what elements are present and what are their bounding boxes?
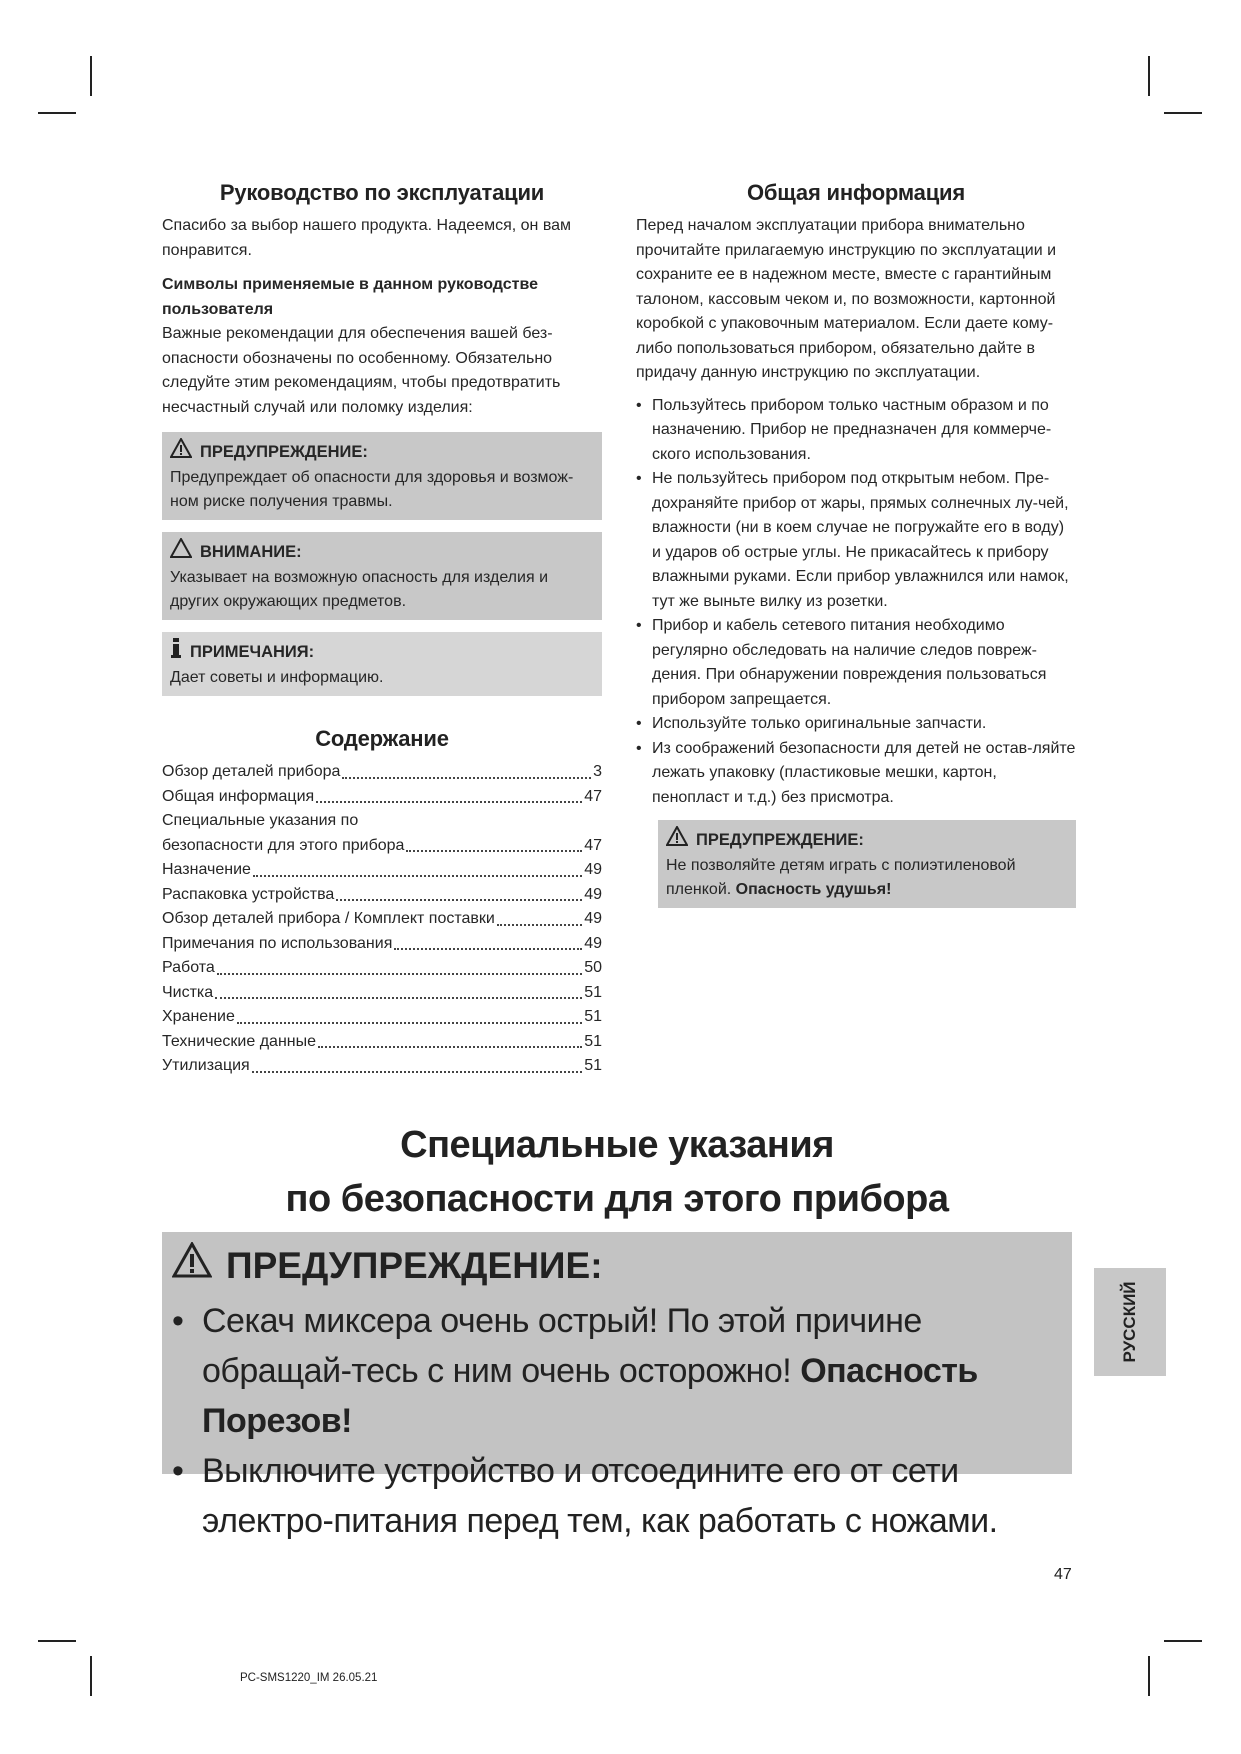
toc-entry bbox=[162, 956, 602, 981]
symbols-text: Важные рекомендации для обеспечения вашей без-опасности обозначены по особенному. Обязательно следуйте этим рекомендациям, чтобы предотвратить несчастный случай или поломку изделия: bbox=[162, 325, 561, 416]
toc-page: 47 bbox=[584, 836, 602, 854]
toc-leader bbox=[336, 899, 582, 901]
crop-mark bbox=[90, 56, 92, 96]
toc-title: Обзор деталей прибора bbox=[162, 763, 341, 780]
toc-leader bbox=[215, 997, 582, 999]
warning-triangle-icon bbox=[666, 826, 688, 854]
toc-entry bbox=[162, 981, 602, 1006]
toc-title: Хранение bbox=[162, 1008, 235, 1025]
safety-warning-title: ПРЕДУПРЕЖДЕНИЕ: bbox=[226, 1245, 603, 1286]
toc-entry bbox=[162, 1005, 602, 1030]
toc-page: 51 bbox=[584, 1008, 602, 1025]
notes-text: Дает советы и информацию. bbox=[170, 669, 384, 686]
toc-entry bbox=[162, 1030, 602, 1055]
toc-leader bbox=[252, 1071, 583, 1073]
toc-leader bbox=[394, 948, 582, 950]
page-number: 47 bbox=[1054, 1566, 1072, 1583]
toc-entry bbox=[162, 907, 602, 932]
toc-entry bbox=[162, 834, 602, 859]
child-warning-box bbox=[658, 820, 1076, 908]
toc-entry bbox=[162, 858, 602, 883]
list-item: • Из соображений безопасности для детей не остав-ляйте лежать упаковку (пластиковые мешки, картон, пенопласт и т.д.) без присмотра. bbox=[636, 737, 1076, 811]
toc-title: Общая информация bbox=[162, 787, 315, 805]
contents-title: Содержание bbox=[315, 726, 449, 751]
table-of-contents bbox=[162, 760, 602, 1079]
toc-page: 49 bbox=[584, 910, 602, 927]
child-warning-text: Не позволяйте детям играть с полиэтиленовой пленкой. bbox=[666, 857, 1016, 898]
toc-title: Примечания по использования bbox=[162, 934, 393, 952]
toc-leader bbox=[342, 777, 591, 779]
crop-mark bbox=[38, 1640, 76, 1642]
toc-page: 3 bbox=[593, 763, 602, 780]
safety-title-line2: по безопасности для этого прибора bbox=[285, 1178, 949, 1220]
toc-page: 49 bbox=[584, 861, 602, 878]
safety-warning-box bbox=[162, 1232, 1072, 1540]
toc-title: Назначение bbox=[162, 861, 251, 878]
toc-entry bbox=[162, 883, 602, 908]
warning-triangle-icon bbox=[170, 438, 192, 466]
list-item: • Используйте только оригинальные запчасти. bbox=[636, 712, 1076, 737]
symbols-heading: Символы применяемые в данном руководстве пользователя bbox=[162, 276, 538, 318]
thanks-text: Спасибо за выбор нашего продукта. Надеемся, он вам понравится. bbox=[162, 217, 572, 259]
list-item: • Выключите устройство и отсоедините его от сети электро-питания перед тем, как работать с ножами. bbox=[172, 1446, 1056, 1546]
crop-mark bbox=[1164, 1640, 1202, 1642]
general-info-list bbox=[636, 394, 1076, 811]
caution-text: Указывает на возможную опасность для изделия и других окружающих предметов. bbox=[170, 569, 548, 610]
footer-code: PC-SMS1220_IM 26.05.21 bbox=[240, 1672, 378, 1684]
crop-mark bbox=[1148, 1656, 1150, 1696]
toc-entry: Специальные указания по bbox=[162, 812, 359, 829]
list-item: • Пользуйтесь прибором только частным образом и по назначению. Прибор не предназначен для коммерче-ского использования. bbox=[636, 394, 1076, 468]
toc-leader bbox=[217, 973, 582, 975]
child-warning-bold: Опасность удушья! bbox=[735, 881, 892, 898]
toc-entry bbox=[162, 1054, 602, 1079]
toc-entry bbox=[162, 760, 602, 785]
toc-leader bbox=[406, 850, 582, 852]
crop-mark bbox=[1164, 112, 1202, 114]
toc-page: 50 bbox=[584, 959, 602, 976]
right-column bbox=[636, 180, 1076, 908]
list-item: • Прибор и кабель сетевого питания необходимо регулярно обследовать на наличие следов повреж-дения. При обнаружении повреждения пользоваться прибором запрещается. bbox=[636, 614, 1076, 712]
safety-bullet1-text: Секач миксера очень острый! По этой причине обращай-тесь с ним очень осторожно! bbox=[202, 1302, 922, 1390]
warning-text: Предупреждает об опасности для здоровья и возмож-ном риске получения травмы. bbox=[170, 469, 574, 510]
toc-leader bbox=[253, 875, 582, 877]
caution-box bbox=[162, 532, 602, 620]
general-info-title: Общая информация bbox=[747, 180, 965, 205]
toc-leader bbox=[237, 1022, 582, 1024]
toc-page: 49 bbox=[584, 885, 602, 903]
toc-entry bbox=[162, 932, 602, 957]
caution-triangle-icon bbox=[170, 538, 192, 566]
toc-page: 49 bbox=[584, 934, 602, 952]
warning-triangle-icon bbox=[172, 1240, 212, 1292]
toc-leader bbox=[316, 801, 582, 803]
notes-box bbox=[162, 632, 602, 696]
safety-title bbox=[162, 1118, 1072, 1226]
toc-title: Утилизация bbox=[162, 1057, 250, 1074]
crop-mark bbox=[38, 112, 76, 114]
toc-page: 47 bbox=[584, 787, 602, 805]
crop-mark bbox=[90, 1656, 92, 1696]
toc-title: безопасности для этого прибора bbox=[162, 836, 405, 854]
warning-box bbox=[162, 432, 602, 520]
list-item bbox=[172, 1296, 1056, 1446]
toc-entry bbox=[162, 785, 602, 810]
left-column bbox=[162, 180, 602, 1079]
toc-page: 51 bbox=[584, 1057, 602, 1074]
toc-leader bbox=[497, 924, 582, 926]
toc-title: Распаковка устройства bbox=[162, 885, 335, 903]
toc-title: Работа bbox=[162, 959, 215, 976]
safety-title-line1: Специальные указания bbox=[400, 1124, 834, 1166]
toc-title: Чистка bbox=[162, 983, 214, 1001]
general-info-intro: Перед началом эксплуатации прибора внимательно прочитайте прилагаемую инструкцию по эксплуатации и сохраните ее в надежном месте, вместе с гарантийным талоном, кассовым чеком и, по возможности, картонной коробкой с упаковочным материалом. Если даете кому-либо попользоваться прибором, обязательно дайте в придачу данную инструкцию по эксплуатации. bbox=[636, 217, 1057, 381]
list-item: • Не пользуйтесь прибором под открытым небом. Пре-дохраняйте прибор от жары, прямых солнечных лу-чей, влажности (ни в коем случае не погружайте его в воду) и ударов об острые углы. Не прикасайтесь к прибору влажными руками. Если прибор увлажнился или намок, тут же выньте вилку из розетки. bbox=[636, 467, 1076, 614]
toc-page: 51 bbox=[584, 1032, 602, 1050]
toc-leader bbox=[318, 1046, 582, 1048]
crop-mark bbox=[1148, 56, 1150, 96]
info-icon bbox=[170, 638, 182, 666]
warning-title: ПРЕДУПРЕЖДЕНИЕ: bbox=[200, 443, 368, 461]
caution-title: ВНИМАНИЕ: bbox=[200, 543, 302, 561]
toc-page: 51 bbox=[584, 983, 602, 1001]
child-warning-title: ПРЕДУПРЕЖДЕНИЕ: bbox=[696, 831, 864, 849]
language-tab-label: РУССКИЙ bbox=[1120, 1281, 1139, 1363]
manual-title: Руководство по эксплуатации bbox=[219, 180, 545, 205]
toc-title: Технические данные bbox=[162, 1032, 317, 1050]
safety-bullet1-bold: Опасность Порезов! bbox=[202, 1352, 978, 1440]
language-tab bbox=[1094, 1268, 1166, 1376]
notes-title: ПРИМЕЧАНИЯ: bbox=[190, 643, 315, 661]
toc-title: Обзор деталей прибора / Комплект поставки bbox=[162, 910, 495, 927]
